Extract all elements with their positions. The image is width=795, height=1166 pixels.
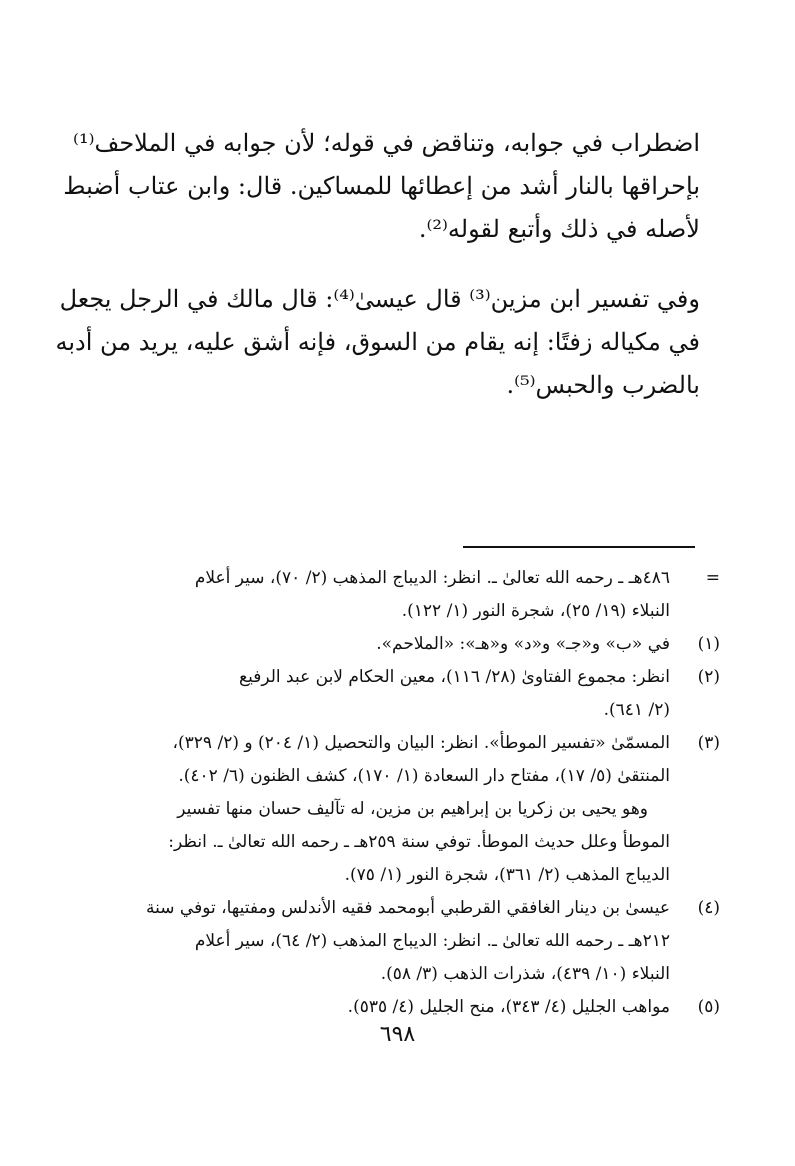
footnote-line: (٢/ ٦٤١). xyxy=(603,700,670,720)
footnote-continued xyxy=(80,562,720,628)
footnote-line: النبلاء (١٩/ ٢٥)، شجرة النور (١/ ١٢٢). xyxy=(401,601,670,621)
footnote-line: مواهب الجليل (٤/ ٣٤٣)، منح الجليل (٤/ ٥٣٥). xyxy=(347,997,670,1017)
body-paragraph-1 xyxy=(63,122,700,251)
text-line: بإحراقها بالنار أشد من إعطائها للمساكين. قال: وابن عتاب أضبط xyxy=(63,172,700,200)
footnote-line: انظر: مجموع الفتاوىٰ (٢٨/ ١١٦)، معين الحكام لابن عبد الرفيع xyxy=(239,667,670,687)
footnote-1 xyxy=(80,628,720,661)
footnote-line: الديباج المذهب (٢/ ٣٦١)، شجرة النور (١/ ٧٥). xyxy=(344,865,670,885)
footnote-marker: (١) xyxy=(697,634,720,654)
footnote-line: النبلاء (١٠/ ٤٣٩)، شذرات الذهب (٣/ ٥٨). xyxy=(380,964,670,984)
footnote-marker: (٥) xyxy=(697,997,720,1017)
footnote-line: ٢١٢هـ ـ رحمه الله تعالىٰ ـ. انظر: الديباج المذهب (٢/ ٦٤)، سير أعلام xyxy=(194,931,670,951)
footnote-3 xyxy=(80,727,720,892)
footnote-line: الموطأ وعلل حديث الموطأ. توفي سنة ٢٥٩هـ ـ رحمه الله تعالىٰ ـ. انظر: xyxy=(168,832,670,852)
footnote-marker: (٣) xyxy=(697,733,720,753)
footnote-line: عيسىٰ بن دينار الغافقي القرطبي أبومحمد فقيه الأندلس ومفتيها، توفي سنة xyxy=(146,898,670,918)
footnote-marker: = xyxy=(705,568,720,588)
footnote-marker: (٢) xyxy=(697,667,720,687)
footnote-marker: (٤) xyxy=(697,898,720,918)
footnote-line: المنتقىٰ (٥/ ١٧)، مفتاح دار السعادة (١/ ١٧٠)، كشف الظنون (٦/ ٤٠٢). xyxy=(178,766,670,786)
text-line: في مكياله زفتًا: إنه يقام من السوق، فإنه أشق عليه، يريد من أدبه xyxy=(55,328,700,356)
footnote-line: وهو يحيى بن زكريا بن إبراهيم بن مزين، له تآليف حسان منها تفسير xyxy=(177,799,648,819)
text-line: اضطراب في جوابه، وتناقض في قوله؛ لأن جوابه في الملاحف⁽¹⁾ xyxy=(73,129,700,157)
footnote-2 xyxy=(80,661,720,727)
text-line: بالضرب والحبس⁽⁵⁾. xyxy=(506,371,700,399)
footnote-5 xyxy=(80,991,720,1024)
footnote-line: المسمّىٰ «تفسير الموطأ». انظر: البيان والتحصيل (١/ ٢٠٤) و (٢/ ٣٢٩)، xyxy=(172,733,670,753)
text-line: وفي تفسير ابن مزين⁽³⁾ قال عيسىٰ⁽⁴⁾: قال مالك في الرجل يجعل xyxy=(59,285,700,313)
footnote-line: في «ب» و«جـ» و«د» و«هـ»: «الملاحم». xyxy=(376,634,670,654)
footnote-separator xyxy=(463,546,695,548)
footnote-line: ٤٨٦هـ ـ رحمه الله تعالىٰ ـ. انظر: الديباج المذهب (٢/ ٧٠)، سير أعلام xyxy=(194,568,670,588)
text-line: لأصله في ذلك وأتبع لقوله⁽²⁾. xyxy=(418,215,700,243)
footnote-4 xyxy=(80,892,720,991)
footnotes-section xyxy=(80,562,720,1024)
page-number: ٦٩٨ xyxy=(379,1022,416,1047)
body-paragraph-2 xyxy=(55,278,700,407)
